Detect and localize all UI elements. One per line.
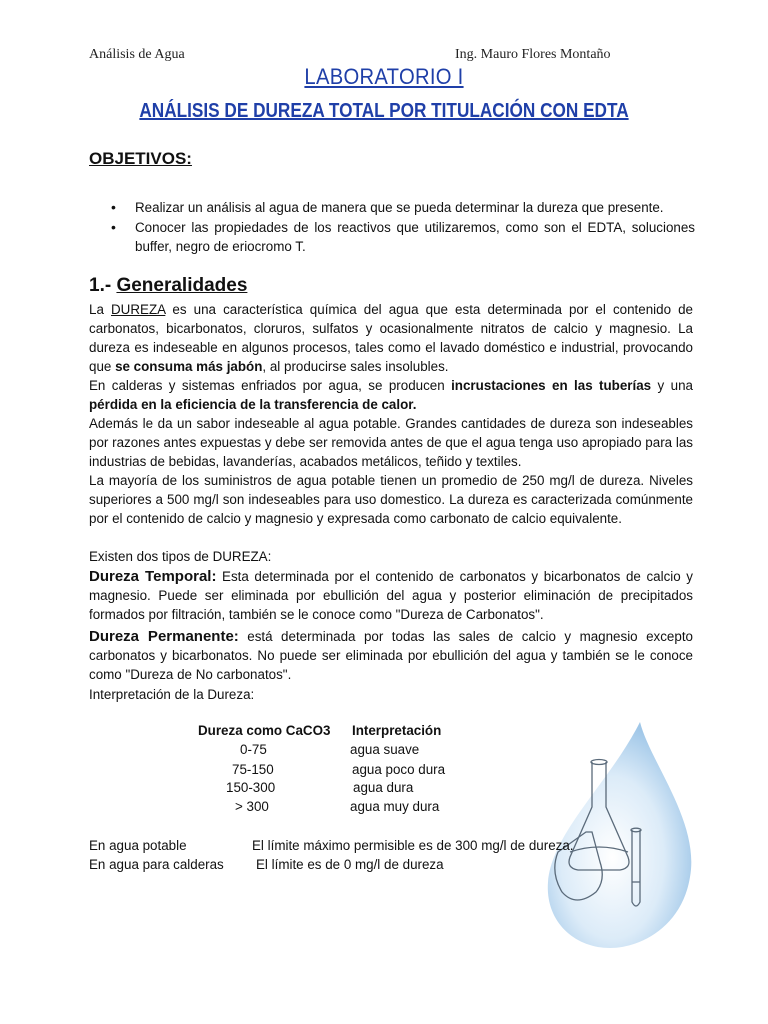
interpretation-intro: Interpretación de la Dureza:: [89, 687, 255, 702]
table-cell: 150-300: [226, 780, 276, 795]
section-number: 1.-: [89, 275, 117, 296]
objectives-heading: OBJETIVOS:: [89, 149, 192, 168]
table-cell: agua dura: [353, 780, 414, 795]
table-cell: agua poco dura: [352, 762, 446, 777]
types-intro: Existen dos tipos de DUREZA:: [89, 549, 272, 564]
bullet-icon: •: [111, 199, 116, 215]
paragraph-sabor: Además le da un sabor indeseable al agua potable. Grandes cantidades de dureza son indeseables por razones antes expuestas y debe ser removida antes de que el agua tenga uso apropiado para las industrias de bebidas, lavanderías, acabados metálicos, teñido y textiles.: [89, 416, 693, 469]
list-item: • Realizar un análisis al agua de manera que se pueda determinar la dureza que presente.: [109, 198, 695, 218]
table-cell: agua suave: [350, 742, 420, 757]
limit-label: En agua para calderas: [89, 857, 224, 872]
lab-title: LABORATORIO I: [304, 64, 464, 89]
section-heading: [89, 275, 247, 297]
table-header-dureza: Dureza como CaCO3: [198, 723, 331, 738]
permanente-label: Dureza Permanente:: [89, 628, 239, 645]
limit-label: En agua potable: [89, 838, 187, 853]
list-item: • Conocer las propiedades de los reactivos que utilizaremos, como son el EDTA, soluciones buffer, negro de eriocromo T.: [111, 218, 695, 254]
limit-value: El límite máximo permisible es de 300 mg/l de dureza.: [252, 838, 574, 853]
section-title: Generalidades: [116, 275, 248, 296]
table-cell: 75-150: [232, 762, 274, 777]
paragraph-permanente: Dureza Permanente: está determinada por todas las sales de calcio y magnesio excepto carbonatos y bicarbonatos. No puede ser eliminada por ebullición del agua y también se le conoce como "Dureza de No carbonatos".: [89, 628, 693, 682]
header-author: Ing. Mauro Flores Montaño: [455, 47, 611, 62]
water-drop-flask-icon: [540, 712, 700, 952]
table-cell: agua muy dura: [350, 799, 440, 814]
table-cell: > 300: [235, 799, 269, 814]
objectives-list: [109, 198, 695, 257]
paragraph-calderas: En calderas y sistemas enfriados por agua, se producen incrustaciones en las tuberías y una pérdida en la eficiencia de la transferencia de calor.: [89, 378, 693, 412]
table-cell: 0-75: [240, 742, 267, 757]
paragraph-dureza: La DUREZA es una característica química del agua que esta determinada por el contenido de carbonatos, bicarbonatos, cloruros, sulfatos y ocasionalmente nitratos de calcio y magnesio. La dureza es indeseable en algunos procesos, tales como el lavado doméstico e industrial, provocando que se consuma más jabón, al producirse sales insolubles.: [89, 302, 693, 374]
bullet-icon: •: [111, 218, 116, 235]
limit-value: El límite es de 0 mg/l de dureza: [256, 857, 444, 872]
temporal-label: Dureza Temporal:: [89, 568, 217, 585]
header-subject: Análisis de Agua: [89, 47, 185, 62]
paragraph-suministros: La mayoría de los suministros de agua potable tienen un promedio de 250 mg/l de dureza. Niveles superiores a 500 mg/l son indeseables para uso domestico. La dureza es caracterizada comúnmente por el contenido de calcio y magnesio y expresada como carbonato de calcio equivalente.: [89, 473, 693, 526]
paragraph-temporal: Dureza Temporal: Esta determinada por el contenido de carbonatos y bicarbonatos de calcio y magnesio. Puede ser eliminada por ebullición del agua y posterior eliminación de precipitados formados por filtración, también se le conoce como "Dureza de Carbonatos".: [89, 568, 693, 622]
lab-subtitle: ANÁLISIS DE DUREZA TOTAL POR TITULACIÓN CON EDTA: [139, 100, 629, 122]
table-header-interpretacion: Interpretación: [352, 723, 442, 738]
